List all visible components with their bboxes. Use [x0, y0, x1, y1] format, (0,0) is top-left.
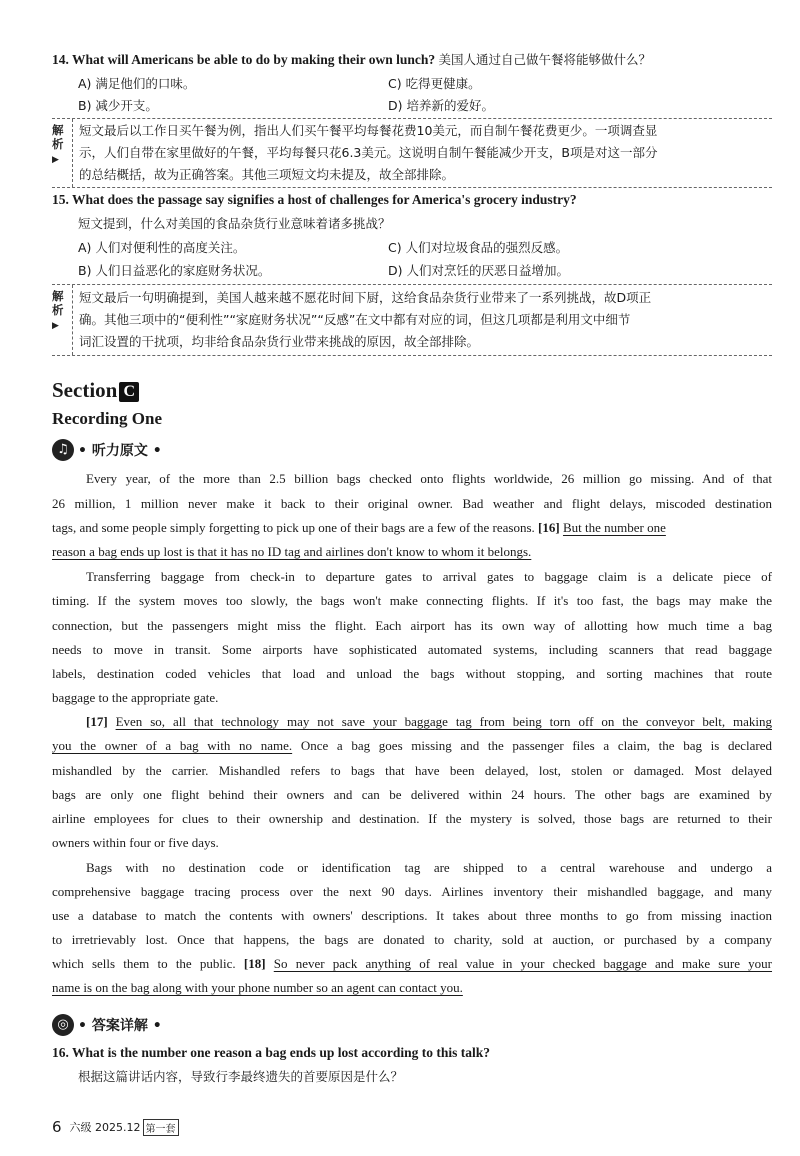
transcript-line: 26 million, 1 million never make it back to their original owner. Bad weather and flight delays, miscoded destination: [52, 496, 772, 511]
q16-title-cn: 根据这篇讲话内容，导致行李最终遗失的首要原因是什么？: [78, 1069, 404, 1084]
transcript-line: needs to move in transit. Some airports have sophisticated automated systems, including scanners that read baggage: [52, 642, 772, 657]
q14-title-en: 14. What will Americans be able to do by making their own lunch?: [52, 52, 436, 67]
answers-heading-label: • 答案详解 •: [78, 1018, 162, 1034]
page-number: 6: [52, 1118, 62, 1136]
transcript-line: [17] Even so, all that technology may not save your baggage tag from being torn off on the conveyor belt, making: [86, 714, 772, 729]
answer-marker-17: [17]: [86, 714, 108, 729]
section-badge: C: [119, 382, 139, 402]
transcript-line: owners within four or five days.: [52, 835, 219, 850]
transcript-heading: [52, 438, 162, 462]
transcript-line: baggage to the appropriate gate.: [52, 690, 219, 705]
q14-option-b: B) 减少开支。: [78, 98, 158, 113]
q14-analysis-body: [72, 119, 772, 187]
footer-text: 六级 2025.12: [69, 1121, 141, 1134]
answer-marker-18: [18]: [243, 956, 266, 971]
q15-analysis-line: 确。其他三项中的“便利性”“家庭财务状况”“反感”在文中都有对应的词，但这几项都是利用文中细节: [79, 312, 631, 327]
q14-option-a: A) 满足他们的口味。: [78, 76, 196, 91]
q15-analysis-line: 短文最后一句明确提到，美国人越来越不愿花时间下厨，这给食品杂货行业带来了一系列挑战，故D项正: [79, 290, 652, 305]
transcript-line: mishandled by the carrier. Mishandled refers to bags that have been delayed, lost, stolen or damaged. Most delayed: [52, 763, 772, 778]
transcript-line: connection, but the passengers might miss the flight. Each airport has its own way of allotting how much time a bag: [52, 618, 772, 633]
transcript-heading-label: • 听力原文 •: [78, 443, 162, 459]
target-icon: ◎: [52, 1014, 74, 1036]
transcript-line: airline employees for clues to their ownership and destination. If the mystery is solved, those bags are returned to their: [52, 811, 772, 826]
headphones-icon: ♫: [52, 439, 74, 461]
page-footer: [52, 1118, 179, 1136]
footer-set-label: 第一套: [143, 1119, 179, 1136]
arrow-right-icon: ▶: [52, 321, 59, 331]
recording-title: Recording One: [52, 409, 163, 428]
transcript-line: Bags with no destination code or identification tag are shipped to a central warehouse and undergo a: [86, 860, 772, 875]
q14-option-c: C) 吃得更健康。: [388, 76, 481, 91]
arrow-right-icon: ▶: [52, 155, 59, 165]
transcript-line: you the owner of a bag with no name. Once a bag goes missing and the passenger files a claim, the bag is declared: [52, 738, 772, 753]
q15-option-a: A) 人们对便利性的高度关注。: [78, 240, 246, 255]
q15-analysis-box: [52, 284, 772, 356]
q15-option-d: D) 人们对烹饪的厌恶日益增加。: [388, 263, 569, 278]
q14-analysis-line: 的总结概括，故为正确答案。其他三项短文均未提及，故全部排除。: [79, 167, 455, 182]
q14-title-cn: 美国人通过自己做午餐将能够做什么？: [438, 52, 652, 67]
q14-analysis-box: [52, 118, 772, 188]
transcript-line: timing. If the system moves too slowly, the bags won't make connecting flights. If it's too fast, the bags may make the: [52, 593, 772, 608]
q15-option-c: C) 人们对垃圾食品的强烈反感。: [388, 240, 569, 255]
q15-analysis-line: 词汇设置的干扰项，均非给食品杂货行业带来挑战的原因，故全部排除。: [79, 334, 480, 349]
transcript-line: bags are only one flight behind their owners and can be delivered within 24 hours. The other bags are examined by: [52, 787, 772, 802]
transcript-line: labels, destination coded vehicles that load and unload the bags without stopping, and sorting machines that route: [52, 666, 772, 681]
q14-option-d: D) 培养新的爱好。: [388, 98, 494, 113]
q16-title: 16. What is the number one reason a bag ends up lost according to this talk?: [52, 1045, 491, 1060]
transcript-line-answer: name is on the bag along with your phone number so an agent can contact you.: [52, 980, 463, 995]
transcript-line: Every year, of the more than 2.5 billion bags checked onto flights worldwide, 26 million go missing. And of that: [86, 471, 772, 486]
transcript-line: use a database to match the contents with owners' descriptions. It takes about three months to go from missing inaction: [52, 908, 772, 923]
q15-title: 15. What does the passage say signifies a host of challenges for America's grocery industry?: [52, 192, 577, 207]
q15-analysis-body: [72, 285, 772, 355]
transcript-line: Transferring baggage from check-in to departure gates to arrival gates to baggage claim is a delicate piece of: [86, 569, 772, 584]
transcript-line: tags, and some people simply forgetting to pick up one of their bags are a few of the reasons. [16] But the number one: [52, 520, 666, 535]
q15-analysis-tag: 解析▶: [52, 289, 64, 331]
transcript-line-answer: reason a bag ends up lost is that it has no ID tag and airlines don't know to whom it belongs.: [52, 544, 532, 559]
answer-marker-16: [16]: [538, 520, 560, 535]
q15-title-cn: 短文提到，什么对美国的食品杂货行业意味着诸多挑战？: [78, 216, 391, 231]
transcript-line: to irretrievably lost. Once that happens, the bags are donated to charity, sold at auction, or purchased by a company: [52, 932, 772, 947]
q14-title: [52, 50, 651, 68]
q14-analysis-line: 短文最后以工作日买午餐为例，指出人们买午餐平均每餐花费10美元，而自制午餐花费更少。一项调查显: [79, 123, 658, 138]
transcript-line: comprehensive baggage tracing process over the next 90 days. Airlines inventory their mishandled baggage, and many: [52, 884, 772, 899]
section-title: Section C: [52, 378, 139, 403]
q14-analysis-tag: 解析▶: [52, 123, 64, 165]
transcript-line: which sells them to the public. [18] So never pack anything of real value in your checked baggage and make sure your: [52, 956, 773, 971]
answers-heading: [52, 1013, 162, 1037]
q15-option-b: B) 人们日益恶化的家庭财务状况。: [78, 263, 271, 278]
q14-analysis-line: 示，人们自带在家里做好的午餐，平均每餐只花6.3美元。这说明自制午餐能减少开支，B项是对这一部分: [79, 145, 658, 160]
